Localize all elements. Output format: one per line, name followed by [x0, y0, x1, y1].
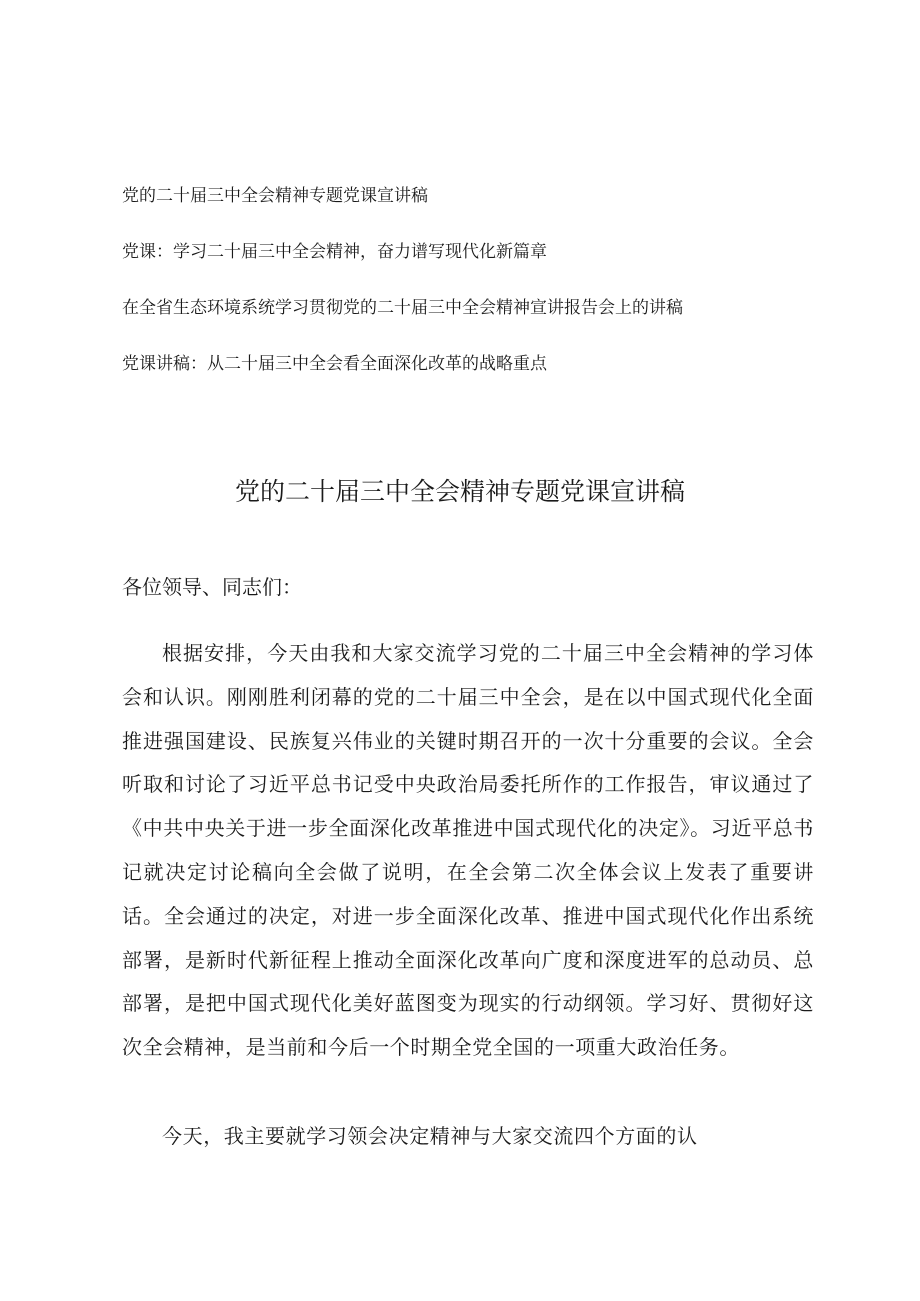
body-paragraph: 根据安排，今天由我和大家交流学习党的二十届三中全会精神的学习体会和认识。刚刚胜利闭幕的党的二十届三中全会，是在以中国式现代化全面推进强国建设、民族复兴伟业的关键时期召开的一次十分重要的会议。全会听取和讨论了习近平总书记受中央政治局委托所作的工作报告，审议通过了《中共中央关于进一步全面深化改革推进中国式现代化的决定》。习近平总书记就决定讨论稿向全会做了说明，在全会第二次全体会议上发表了重要讲话。全会通过的决定，对进一步全面深化改革、推进中国式现代化作出系统部署，是新时代新征程上推动全面深化改革向广度和深度进军的总动员、总部署，是把中国式现代化美好蓝图变为现实的行动纲领。学习好、贯彻好这次全会精神，是当前和今后一个时期全党全国的一项重大政治任务。: [122, 641, 814, 1060]
table-of-contents: [122, 182, 822, 406]
salutation: 各位领导、同志们：: [122, 575, 302, 599]
body-paragraph: 今天，我主要就学习领会决定精神与大家交流四个方面的认: [162, 1124, 698, 1148]
toc-item: 党的二十届三中全会精神专题党课宣讲稿: [122, 186, 428, 206]
toc-item: 党课：学习二十届三中全会精神，奋力谱写现代化新篇章: [122, 242, 547, 262]
toc-item: 党课讲稿：从二十届三中全会看全面深化改革的战略重点: [122, 354, 547, 374]
document-title: 党的二十届三中全会精神专题党课宣讲稿: [234, 477, 685, 506]
toc-item: 在全省生态环境系统学习贯彻党的二十届三中全会精神宣讲报告会上的讲稿: [122, 298, 683, 318]
